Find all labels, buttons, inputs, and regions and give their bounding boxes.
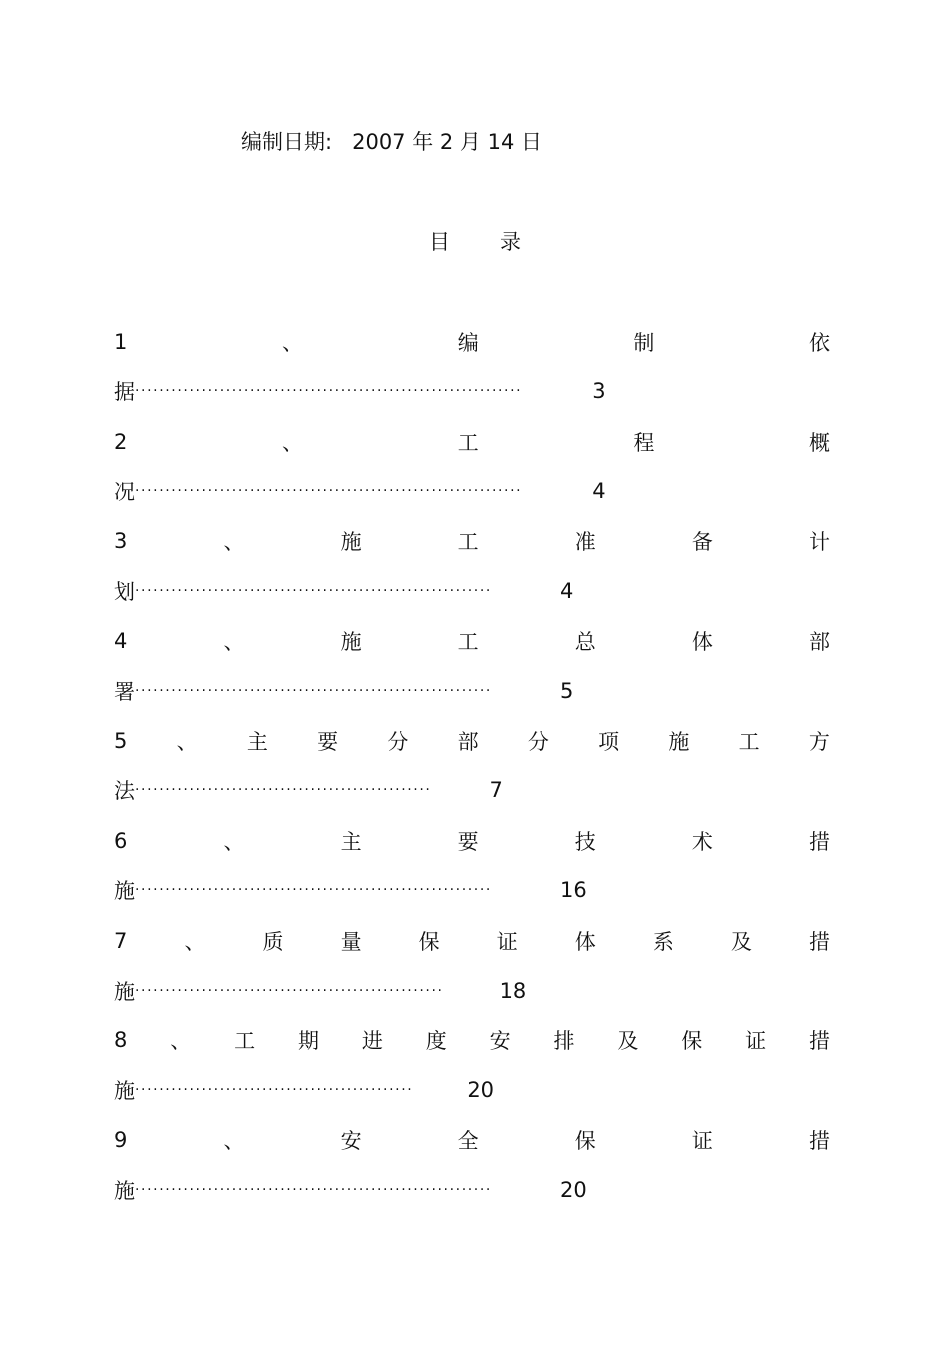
toc-heading-char: 分 bbox=[387, 730, 409, 754]
toc-heading-char: 施 bbox=[340, 530, 362, 554]
toc-heading-char: 工 bbox=[457, 630, 479, 654]
toc-heading-char: 、 bbox=[176, 730, 198, 754]
dot-leader: ································································ bbox=[135, 383, 523, 399]
toc-title: 目录 bbox=[429, 230, 571, 254]
toc-heading-char: 要 bbox=[457, 830, 479, 854]
toc-entry-heading[interactable] bbox=[114, 626, 830, 656]
dot-leader: ················································· bbox=[135, 782, 432, 798]
toc-heading-char: 7 bbox=[114, 929, 128, 953]
toc-heading-char: 8 bbox=[114, 1028, 128, 1052]
toc-entry-heading[interactable] bbox=[114, 427, 830, 457]
toc-entry-heading[interactable] bbox=[114, 1125, 830, 1155]
toc-heading-char: 准 bbox=[574, 530, 596, 554]
toc-page-number: 4 bbox=[559, 579, 574, 603]
toc-entry-leader-line[interactable] bbox=[114, 875, 587, 905]
toc-entry-heading[interactable] bbox=[114, 926, 830, 956]
toc-heading-char: 总 bbox=[574, 630, 596, 654]
toc-heading-char: 保 bbox=[574, 1129, 596, 1153]
toc-heading-char: 4 bbox=[114, 629, 128, 653]
toc-heading-char: 9 bbox=[114, 1128, 128, 1152]
toc-heading-char: 全 bbox=[457, 1129, 479, 1153]
toc-page-number: 3 bbox=[592, 379, 606, 403]
toc-heading-char: 分 bbox=[527, 730, 549, 754]
toc-entry-heading[interactable] bbox=[114, 826, 830, 856]
toc-entry-leader-line[interactable] bbox=[114, 976, 526, 1006]
toc-heading-char: 2 bbox=[114, 430, 128, 454]
toc-heading-last-char: 况 bbox=[114, 480, 135, 504]
toc-heading-last-char: 施 bbox=[114, 980, 135, 1004]
compile-date: 编制日期: 2007 年 2 月 14 日 bbox=[241, 130, 543, 154]
toc-entry-leader-line[interactable] bbox=[114, 676, 573, 706]
toc-heading-char: 安 bbox=[340, 1129, 362, 1153]
toc-heading-char: 程 bbox=[633, 431, 655, 455]
toc-heading-char: 部 bbox=[808, 630, 830, 654]
toc-entry-leader-line[interactable] bbox=[114, 376, 606, 406]
toc-heading-char: 度 bbox=[425, 1029, 447, 1053]
dot-leader: ··························································· bbox=[135, 882, 492, 898]
toc-heading-last-char: 划 bbox=[114, 580, 135, 604]
toc-heading-char: 部 bbox=[457, 730, 479, 754]
toc-heading-char: 进 bbox=[361, 1029, 383, 1053]
dot-leader: ··················································· bbox=[135, 983, 444, 999]
toc-heading-char: 质 bbox=[262, 930, 284, 954]
toc-heading-char: 技 bbox=[574, 830, 596, 854]
toc-heading-char: 证 bbox=[691, 1129, 713, 1153]
dot-leader: ··························································· bbox=[135, 683, 492, 699]
toc-heading-char: 编 bbox=[457, 331, 479, 355]
toc-heading-char: 体 bbox=[574, 930, 596, 954]
toc-heading-char: 保 bbox=[681, 1029, 703, 1053]
toc-entry-heading[interactable] bbox=[114, 327, 830, 357]
toc-entry-heading[interactable] bbox=[114, 726, 830, 756]
toc-heading-char: 证 bbox=[745, 1029, 767, 1053]
toc-heading-char: 6 bbox=[114, 829, 128, 853]
toc-heading-char: 及 bbox=[730, 930, 752, 954]
toc-page-number: 5 bbox=[559, 679, 574, 703]
toc-heading-char: 措 bbox=[809, 1029, 830, 1053]
toc-heading-char: 工 bbox=[457, 431, 479, 455]
toc-page-number: 16 bbox=[559, 878, 587, 902]
toc-heading-char: 安 bbox=[489, 1029, 511, 1053]
toc-heading-char: 、 bbox=[282, 331, 304, 355]
toc-heading-char: 工 bbox=[234, 1029, 256, 1053]
toc-heading-char: 体 bbox=[691, 630, 713, 654]
toc-heading-char: 项 bbox=[598, 730, 620, 754]
toc-heading-char: 施 bbox=[340, 630, 362, 654]
toc-heading-char: 、 bbox=[223, 830, 245, 854]
toc-entry-leader-line[interactable] bbox=[114, 1075, 494, 1105]
toc-heading-char: 措 bbox=[808, 1129, 830, 1153]
toc-heading-char: 术 bbox=[691, 830, 713, 854]
toc-entry-heading[interactable] bbox=[114, 1025, 830, 1055]
toc-heading-last-char: 施 bbox=[114, 1179, 135, 1203]
toc-entry-leader-line[interactable] bbox=[114, 476, 606, 506]
toc-heading-char: 要 bbox=[317, 730, 339, 754]
toc-heading-char: 量 bbox=[340, 930, 362, 954]
toc-entry-leader-line[interactable] bbox=[114, 1175, 587, 1205]
toc-heading-char: 措 bbox=[808, 930, 830, 954]
toc-heading-char: 、 bbox=[223, 1129, 245, 1153]
toc-heading-char: 概 bbox=[809, 431, 830, 455]
toc-heading-char: 系 bbox=[652, 930, 674, 954]
toc-heading-char: 措 bbox=[808, 830, 830, 854]
toc-heading-char: 1 bbox=[114, 330, 128, 354]
dot-leader: ································································ bbox=[135, 483, 523, 499]
toc-heading-char: 、 bbox=[282, 431, 304, 455]
toc-heading-char: 施 bbox=[668, 730, 690, 754]
toc-heading-last-char: 施 bbox=[114, 879, 135, 903]
dot-leader: ··························································· bbox=[135, 1182, 492, 1198]
toc-page-number: 20 bbox=[467, 1078, 495, 1102]
dot-leader: ·············································· bbox=[135, 1082, 414, 1098]
toc-heading-char: 工 bbox=[457, 530, 479, 554]
toc-heading-last-char: 署 bbox=[114, 680, 135, 704]
toc-entry-leader-line[interactable] bbox=[114, 576, 573, 606]
toc-page-number: 18 bbox=[499, 979, 527, 1003]
toc-entry-heading[interactable] bbox=[114, 526, 830, 556]
toc-heading-char: 制 bbox=[633, 331, 655, 355]
toc-heading-char: 、 bbox=[184, 930, 206, 954]
toc-heading-char: 、 bbox=[223, 630, 245, 654]
toc-heading-char: 依 bbox=[809, 331, 830, 355]
toc-heading-char: 主 bbox=[340, 830, 362, 854]
toc-heading-char: 、 bbox=[223, 530, 245, 554]
toc-page-number: 20 bbox=[559, 1178, 587, 1202]
toc-heading-char: 主 bbox=[246, 730, 268, 754]
toc-heading-char: 排 bbox=[553, 1029, 575, 1053]
toc-heading-last-char: 据 bbox=[114, 380, 135, 404]
toc-heading-char: 、 bbox=[170, 1029, 192, 1053]
toc-page-number: 4 bbox=[592, 479, 606, 503]
toc-heading-char: 5 bbox=[114, 729, 128, 753]
toc-heading-char: 工 bbox=[738, 730, 760, 754]
toc-heading-char: 3 bbox=[114, 529, 128, 553]
toc-heading-char: 期 bbox=[298, 1029, 319, 1053]
toc-heading-last-char: 施 bbox=[114, 1079, 135, 1103]
toc-entry-leader-line[interactable] bbox=[114, 775, 503, 805]
toc-heading-last-char: 法 bbox=[114, 779, 135, 803]
toc-heading-char: 及 bbox=[617, 1029, 639, 1053]
toc-page-number: 7 bbox=[489, 778, 503, 802]
dot-leader: ··························································· bbox=[135, 583, 492, 599]
toc-heading-char: 证 bbox=[496, 930, 518, 954]
toc-heading-char: 计 bbox=[808, 530, 830, 554]
toc-heading-char: 备 bbox=[691, 530, 713, 554]
toc-heading-char: 保 bbox=[418, 930, 440, 954]
toc-heading-char: 方 bbox=[808, 730, 830, 754]
